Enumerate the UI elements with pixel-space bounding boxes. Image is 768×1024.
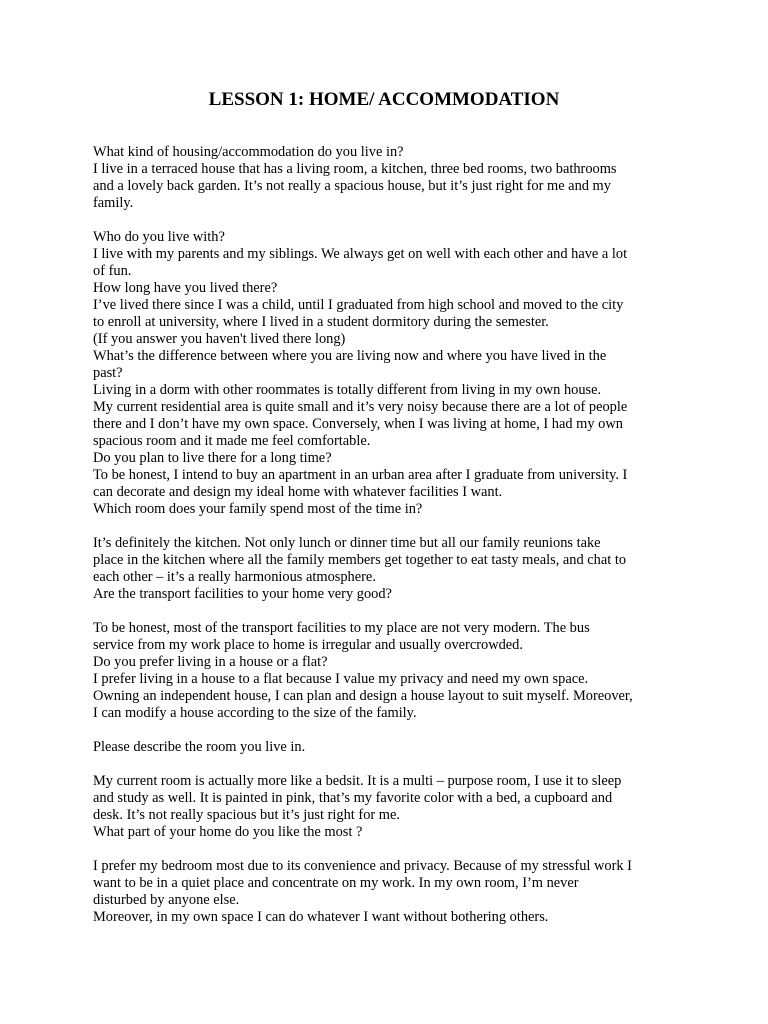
text-line: I live in a terraced house that has a living room, a kitchen, three bed rooms, two bathrooms xyxy=(93,161,617,177)
paragraph xyxy=(93,858,683,926)
paragraph-gap xyxy=(93,722,683,739)
text-line: I prefer my bedroom most due to its convenience and privacy. Because of my stressful work I xyxy=(93,858,632,874)
page-title: LESSON 1: HOME/ ACCOMMODATION xyxy=(208,89,560,110)
text-line: place in the kitchen where all the family members get together to eat tasty meals, and chat to xyxy=(93,552,627,568)
paragraph xyxy=(93,739,683,756)
text-line: can decorate and design my ideal home with whatever facilities I want. xyxy=(93,484,503,500)
text-line: My current residential area is quite small and it’s very noisy because there are a lot of people xyxy=(93,399,628,415)
text-line: each other – it’s a really harmonious atmosphere. xyxy=(93,569,376,585)
text-line: To be honest, I intend to buy an apartment in an urban area after I graduate from university. I xyxy=(93,467,628,483)
text-line: I prefer living in a house to a flat because I value my privacy and need my own space. xyxy=(93,671,589,687)
text-line: What’s the difference between where you are living now and where you have lived in the xyxy=(93,348,607,364)
paragraph xyxy=(93,620,683,722)
paragraph-gap xyxy=(93,841,683,858)
document-body xyxy=(93,144,683,926)
text-line: Do you prefer living in a house or a flat? xyxy=(93,654,328,670)
text-line: Who do you live with? xyxy=(93,229,225,245)
paragraph xyxy=(93,535,683,603)
paragraph-gap xyxy=(93,756,683,773)
text-line: It’s definitely the kitchen. Not only lunch or dinner time but all our family reunions take xyxy=(93,535,601,551)
text-line: What kind of housing/accommodation do you live in? xyxy=(93,144,404,160)
text-line: Do you plan to live there for a long time? xyxy=(93,450,332,466)
text-line: What part of your home do you like the most ? xyxy=(93,824,363,840)
text-line: I’ve lived there since I was a child, until I graduated from high school and moved to the city xyxy=(93,297,624,313)
text-line: spacious room and it made me feel comfortable. xyxy=(93,433,371,449)
text-line: Owning an independent house, I can plan and design a house layout to suit myself. Moreover, xyxy=(93,688,633,704)
text-line: disturbed by anyone else. xyxy=(93,892,240,908)
paragraph xyxy=(93,144,683,212)
text-line: and a lovely back garden. It’s not really a spacious house, but it’s just right for me and my xyxy=(93,178,611,194)
text-line: want to be in a quiet place and concentrate on my work. In my own room, I’m never xyxy=(93,875,579,891)
text-line: service from my work place to home is irregular and usually overcrowded. xyxy=(93,637,523,653)
paragraph-gap xyxy=(93,518,683,535)
text-line: of fun. xyxy=(93,263,132,279)
text-line: Moreover, in my own space I can do whatever I want without bothering others. xyxy=(93,909,549,925)
text-line: (If you answer you haven't lived there long) xyxy=(93,331,346,347)
paragraph xyxy=(93,229,683,518)
text-line: My current room is actually more like a bedsit. It is a multi – purpose room, I use it to sleep xyxy=(93,773,622,789)
text-line: past? xyxy=(93,365,123,381)
text-line: desk. It’s not really spacious but it’s just right for me. xyxy=(93,807,400,823)
text-line: How long have you lived there? xyxy=(93,280,278,296)
text-line: Please describe the room you live in. xyxy=(93,739,306,755)
text-line: and study as well. It is painted in pink, that’s my favorite color with a bed, a cupboard and xyxy=(93,790,613,806)
text-line: Living in a dorm with other roommates is totally different from living in my own house. xyxy=(93,382,602,398)
text-line: I can modify a house according to the size of the family. xyxy=(93,705,417,721)
text-line: family. xyxy=(93,195,134,211)
text-line: I live with my parents and my siblings. We always get on well with each other and have a lot xyxy=(93,246,628,262)
paragraph-gap xyxy=(93,603,683,620)
paragraph xyxy=(93,773,683,841)
paragraph-gap xyxy=(93,212,683,229)
text-line: Which room does your family spend most of the time in? xyxy=(93,501,423,517)
text-line: to enroll at university, where I lived in a student dormitory during the semester. xyxy=(93,314,549,330)
text-line: there and I don’t have my own space. Conversely, when I was living at home, I had my own xyxy=(93,416,623,432)
text-line: Are the transport facilities to your home very good? xyxy=(93,586,392,602)
text-line: To be honest, most of the transport facilities to my place are not very modern. The bus xyxy=(93,620,590,636)
